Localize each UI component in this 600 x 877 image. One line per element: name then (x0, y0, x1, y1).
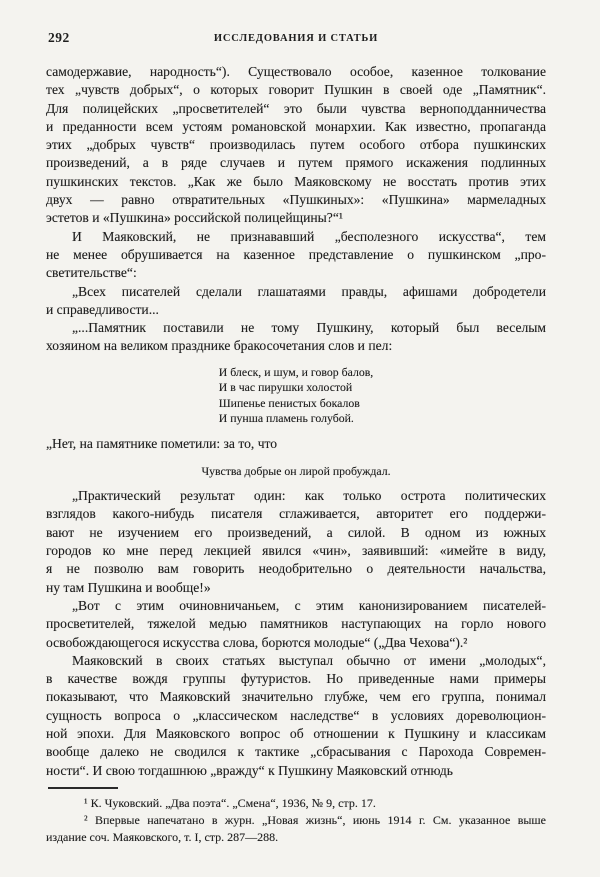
text-line: двух — равно отвратительных «Пушкиных»: «Пушкина» мармеладных (46, 192, 546, 208)
text-line: „Практический результат один: как только острота политических (72, 488, 546, 504)
page-number: 292 (48, 30, 70, 45)
verse-line: И пунша пламень голубой. (218, 411, 354, 426)
text-line: просветителей, тяжелой медью памятников наступающих на горло нового (46, 616, 546, 632)
text-line: освобождающегося искусства слова, борются молодые“ („Два Чехова“).² (46, 634, 468, 650)
text-line: эстетов и «Пушкина» российской полицейщины?“¹ (46, 210, 343, 226)
text-line: ной эпохи. Для Маяковского вопрос об отношении к Пушкину и классикам (46, 726, 546, 741)
text-line: ности“. И свою тогдашнюю „вражду“ к Пушкину Маяковский отнюдь (46, 762, 453, 778)
verse-lines (201, 464, 390, 480)
footnotes-section (46, 787, 546, 846)
text-line: и справедливости... (46, 301, 159, 317)
text-line: Для полицейских „просветителей“ это были чувства верноподданничества (46, 100, 546, 116)
paragraph (46, 652, 546, 780)
text-line: ¹ К. Чуковский. „Два поэта“. „Смена“, 1936, № 9, стр. 17. (84, 795, 376, 810)
text-line: вают не изучением его произведений, а силой. В одном из южных (46, 524, 546, 540)
text-line: этих „добрых чувств“ производилась путем особого отбора пушкинских (46, 137, 546, 153)
verse-line: Шипенье пенистых бокалов (218, 395, 360, 410)
paragraph (46, 597, 546, 652)
text-line: Маяковский в своих статьях выступал обычно от имени „молодых“, (72, 652, 546, 668)
text-line: взглядов какого-нибудь писателя сглаживается, авторитет его поддержи- (46, 506, 546, 522)
footnotes (46, 795, 546, 846)
text-line: хозяином на великом празднике бракосочетания слов и пел: (46, 338, 393, 354)
text-column (46, 0, 546, 846)
text-line: и преданности всем устоям романовской монархии. Как известно, пропаганда (46, 118, 546, 134)
text-line: самодержавие, народность“). Существовало особое, казенное толкование (46, 64, 546, 79)
text-line: издание соч. Маяковского, т. I, стр. 287—288. (46, 829, 279, 844)
text-line: И Маяковский, не признававший „бесполезного искусства“, тем (72, 228, 546, 244)
text-line: сущность вопроса о „классическом наследстве“ в условиях дореволюцион- (46, 707, 546, 723)
verse-lines (219, 365, 374, 427)
text-line: „...Памятник поставили не тому Пушкину, который был веселым (72, 320, 546, 336)
running-title: ИССЛЕДОВАНИЯ И СТАТЬИ (213, 33, 379, 44)
text-line: светительстве“: (46, 265, 137, 281)
footnote (46, 812, 546, 846)
verse-line: Чувства добрые он лирой пробуждал. (201, 463, 391, 478)
footnote-rule (48, 787, 118, 789)
verse-line: И блеск, и шум, и говор балов, (218, 364, 374, 379)
running-head (46, 30, 546, 48)
body-content (46, 63, 546, 780)
verse-block (46, 365, 546, 428)
text-line: тех „чувств добрых“, о которых говорит Пушкин в своей оде „Памятник“. (46, 82, 546, 98)
paragraph (46, 435, 546, 453)
text-line: пушкинских текстов. „Как же было Маяковскому не восстать против этих (46, 173, 546, 189)
text-line: показывают, что Маяковский значительно глубже, чем его группа, понимал (46, 689, 546, 705)
paragraph (46, 283, 546, 320)
text-line: вообще далеко не сводился к тактике „сбрасывания с Парохода Современ- (46, 744, 546, 760)
text-line: городов ко мне перед лекцией явился «чин», заявивший: «имейте в виду, (46, 543, 546, 559)
text-line: „Вот с этим очиновничаньем, с этим канонизированием писателей- (72, 597, 546, 613)
text-line: ² Впервые напечатано в журн. „Новая жизнь“, июнь 1914 г. См. указанное выше (84, 812, 546, 827)
text-line: в качестве вождя группы футуристов. Но приведенные нами примеры (46, 671, 546, 687)
paragraph (46, 63, 546, 228)
footnote (46, 795, 546, 812)
text-line: „Всех писателей сделали глашатаями правды, афишами добродетели (72, 283, 546, 299)
text-line: „Нет, на памятнике пометили: за то, что (46, 435, 278, 451)
text-line: не менее обрушивается на казенное представление о пушкинском „про- (46, 246, 546, 262)
text-line: я не позволю вам говорить неодобрительно о деятельности начальства, (46, 561, 546, 577)
verse-block (46, 462, 546, 480)
text-line: произведений, а в ряде случаев и путем прямого искажения подлинных (46, 155, 546, 171)
paragraph (46, 487, 546, 597)
paragraph (46, 319, 546, 356)
paragraph (46, 228, 546, 283)
verse-line: И в час пирушки холостой (218, 380, 353, 395)
text-line: ну там Пушкина и вообще!» (46, 579, 211, 595)
